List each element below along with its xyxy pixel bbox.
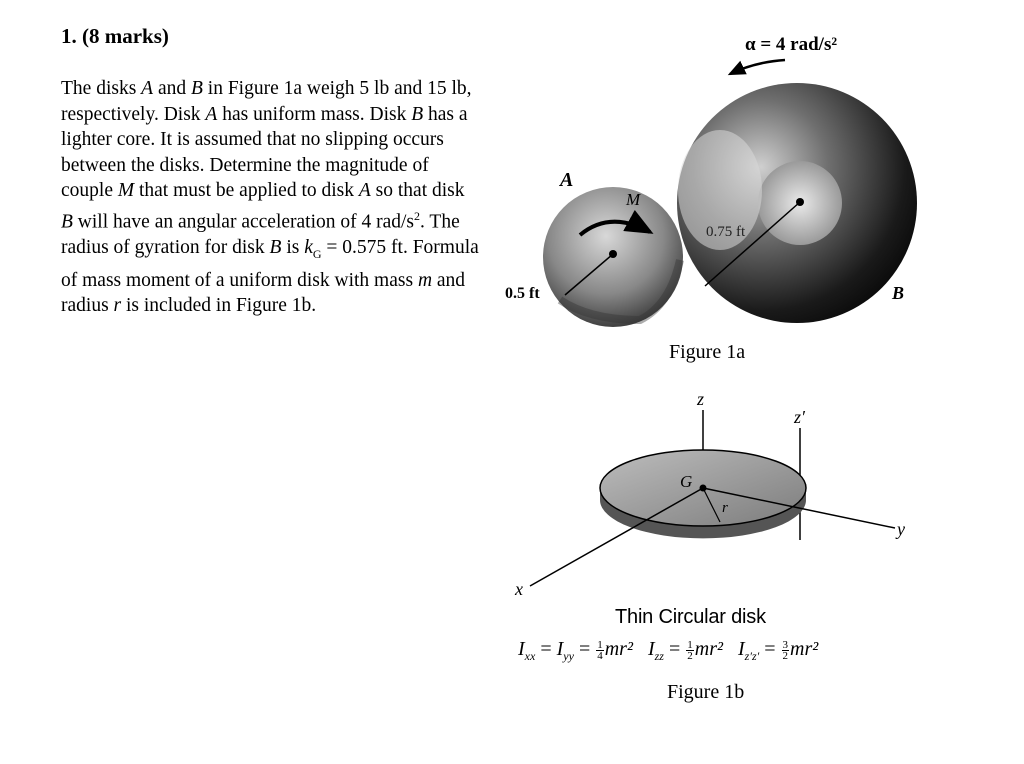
alpha-label: α = 4 rad/s² xyxy=(745,34,838,55)
figure-1b xyxy=(514,389,905,599)
disk-title: Thin Circular disk xyxy=(615,606,766,628)
disk-a-label: A xyxy=(560,169,574,191)
z-axis-label: z xyxy=(697,389,705,409)
alpha-arrow-icon xyxy=(730,60,785,74)
question-heading: 1. (8 marks) xyxy=(61,24,169,48)
center-g-label: G xyxy=(680,472,693,491)
figure-1a xyxy=(505,34,917,327)
figure-1b-caption: Figure 1b xyxy=(667,681,745,703)
couple-label: M xyxy=(626,190,641,209)
disk-b-label: B xyxy=(892,283,905,303)
z-prime-axis-label: z′ xyxy=(794,407,805,427)
y-axis-label: y xyxy=(897,519,905,539)
radius-b-label: 0.75 ft xyxy=(706,224,746,240)
figure-1a-caption: Figure 1a xyxy=(669,341,746,363)
radius-r-label: r xyxy=(722,500,728,516)
radius-a-label: 0.5 ft xyxy=(505,285,540,302)
problem-statement: The disks A and B in Figure 1a weigh 5 lb and 15 lb, respectively. Disk A has uniform mass. Disk B has a lighter core. It is assumed that no slipping occurs between the disks. Determine the magnitude of couple M that must be applied to disk A so that disk B will have an angular acceleration of 4 rad/$s^2$. The radius of gyration for disk B is $k_G = 0.575$ ft. Formula of mass moment of a uniform disk with mass m and radius r is included in Figure 1b. xyxy=(61,78,479,317)
x-axis-label: x xyxy=(515,579,523,599)
moment-formulas: $I_{xx} = I_{yy}$ = $\frac{1}{4}$ mr² $I_{zz}$ = $\frac{1}{2}$ mr² $I_{z'z'}$ = $\frac{3}{2}$ mr² xyxy=(518,638,819,663)
